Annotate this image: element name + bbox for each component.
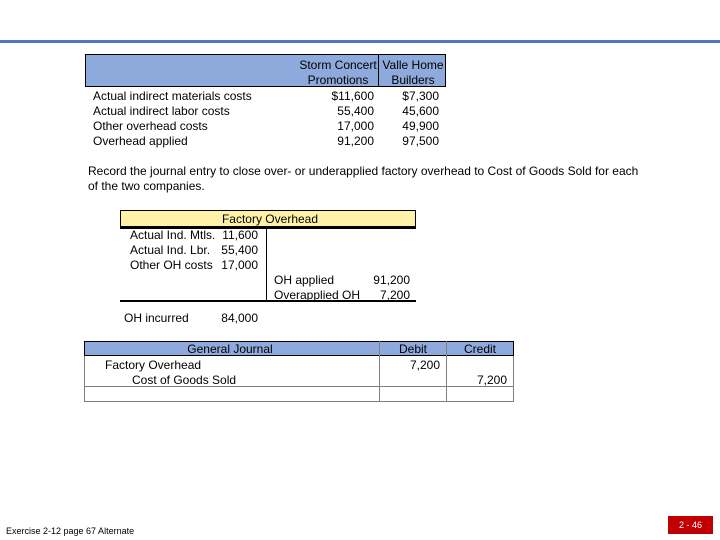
journal-credit-header: Credit bbox=[463, 342, 496, 356]
row-label: Other overhead costs bbox=[93, 119, 208, 133]
oh-incurred-value: 84,000 bbox=[221, 311, 258, 325]
row-value-storm: $11,600 bbox=[331, 89, 374, 103]
row-value-valle: $7,300 bbox=[402, 89, 439, 103]
journal-debit-header: Debit bbox=[398, 342, 427, 356]
col-valle-header-1: Valle Home bbox=[382, 58, 444, 72]
row-value-storm: 17,000 bbox=[337, 119, 374, 133]
col-valle-header-2: Builders bbox=[391, 73, 435, 87]
t-debit-label: Actual Ind. Mtls. bbox=[130, 228, 216, 242]
row-value-storm: 91,200 bbox=[337, 134, 374, 148]
row-label: Actual indirect materials costs bbox=[93, 89, 252, 103]
row-label: Overhead applied bbox=[93, 134, 188, 148]
t-credit-value: 91,200 bbox=[373, 273, 410, 287]
row-value-valle: 45,600 bbox=[402, 104, 439, 118]
t-debit-value: 17,000 bbox=[221, 258, 258, 272]
col-storm-header-1: Storm Concert bbox=[299, 58, 377, 72]
page-number-badge: 2 - 46 bbox=[668, 516, 713, 534]
t-debit-value: 11,600 bbox=[222, 228, 258, 242]
row-value-valle: 97,500 bbox=[402, 134, 439, 148]
t-debit-label: Actual Ind. Lbr. bbox=[130, 243, 211, 257]
journal-title: General Journal bbox=[187, 342, 273, 356]
journal-entry-credit: 7,200 bbox=[476, 373, 507, 387]
t-credit-value: 7,200 bbox=[379, 288, 410, 302]
journal-entry-debit: 7,200 bbox=[409, 358, 440, 372]
col-storm-header-2: Promotions bbox=[307, 73, 369, 87]
summary-header-divider bbox=[378, 54, 379, 87]
t-debit-value: 55,400 bbox=[221, 243, 258, 257]
journal-right-rule bbox=[513, 356, 514, 402]
t-debit-label: Other OH costs bbox=[130, 258, 213, 272]
t-account-title: Factory Overhead bbox=[221, 212, 319, 226]
row-label: Actual indirect labor costs bbox=[93, 104, 230, 118]
journal-entry-account: Cost of Goods Sold bbox=[132, 373, 237, 387]
instruction-line-2: of the two companies. bbox=[88, 179, 205, 193]
top-accent-line bbox=[0, 40, 720, 43]
t-credit-label: Overapplied OH bbox=[274, 288, 361, 302]
row-value-storm: 55,400 bbox=[337, 104, 374, 118]
oh-incurred-label: OH incurred bbox=[124, 311, 189, 325]
row-value-valle: 49,900 bbox=[402, 119, 439, 133]
journal-bottom-rule bbox=[84, 401, 514, 402]
instruction-line-1: Record the journal entry to close over- or underapplied factory overhead to Cost of Goods Sold for each bbox=[88, 164, 639, 178]
t-account-center-rule bbox=[266, 227, 267, 302]
t-credit-label: OH applied bbox=[274, 273, 335, 287]
journal-left-rule bbox=[84, 356, 85, 402]
footer-reference: Exercise 2-12 page 67 Alternate bbox=[6, 526, 135, 536]
journal-entry-account: Factory Overhead bbox=[105, 358, 202, 372]
